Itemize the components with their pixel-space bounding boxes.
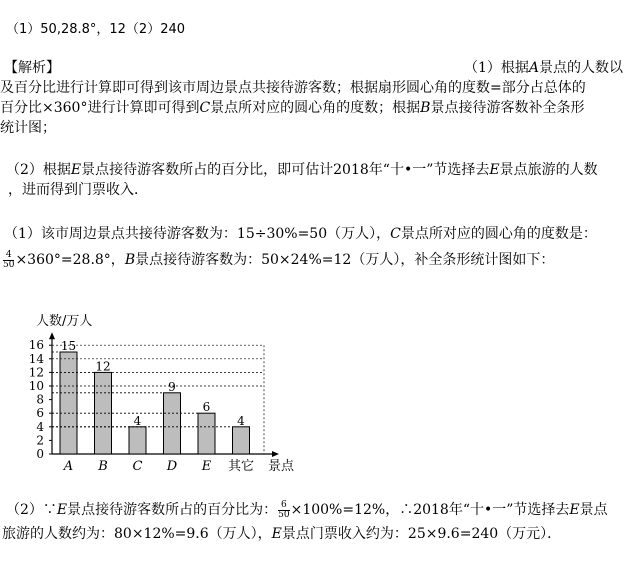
analysis-line-6: ，进而得到门票收入． <box>8 182 148 198</box>
point-b-label: B <box>124 252 136 268</box>
solution-line-3 <box>6 500 608 520</box>
analysis-text: 景点接待游客数所占的百分比，即可估计2018年“十•一”节选择去 <box>81 162 490 178</box>
category-label: D <box>166 459 178 474</box>
analysis-text: 景点接待游客数补全条形 <box>430 100 585 116</box>
analysis-text: （2）根据 <box>6 162 71 178</box>
bar-value-label: 4 <box>237 413 245 428</box>
analysis-line-3 <box>0 98 584 118</box>
answer-line: （1）50,28.8°，12（2）240 <box>6 22 186 37</box>
solution-line-1 <box>4 224 597 244</box>
y-tick-label: 12 <box>28 365 44 380</box>
solution-line-4 <box>2 524 561 544</box>
analysis-heading: 【解析】 <box>4 60 60 76</box>
solution-text: （2）∵ <box>6 502 57 518</box>
analysis-line-4: 统计图； <box>0 120 56 136</box>
y-tick-label: 16 <box>28 338 44 353</box>
point-e-label: E <box>271 526 282 542</box>
analysis-line-1 <box>464 58 623 78</box>
bar-value-label: 15 <box>60 339 77 353</box>
point-a-label: A <box>528 60 540 76</box>
y-tick-label: 8 <box>36 392 44 407</box>
y-tick-label: 10 <box>28 379 44 393</box>
bar-A <box>60 352 77 454</box>
category-label: A <box>63 459 74 474</box>
solution-text: ×360°=28.8°， <box>15 252 125 268</box>
bar-D <box>164 393 181 454</box>
solution-text: ×100%=12%，∴2018年“十•一”节选择去 <box>290 502 570 518</box>
solution-text: 景点所对应的圆心角的度数是： <box>400 226 597 242</box>
analysis-line-2: 及百分比进行计算即可得到该市周边景点共接待游客数；根据扇形圆心角的度数=部分占总体的 <box>0 80 586 96</box>
bar-chart <box>0 295 320 480</box>
analysis-text: 景点所对应的圆心角的度数；根据 <box>210 100 421 116</box>
y-tick-label: 14 <box>28 351 44 366</box>
solution-text: 景点门票收入约为：25×9.6=240（万元）． <box>281 526 562 542</box>
point-e-label: E <box>489 162 500 178</box>
solution-text: （1）该市周边景点共接待游客数为：15÷30%=50（万人）， <box>4 226 391 242</box>
fraction-4-50: $\frac{4}{50}$ <box>3 249 15 270</box>
point-e-label: E <box>70 162 82 178</box>
point-e-label: E <box>569 502 580 518</box>
bar-E <box>198 413 215 454</box>
solution-text: 景点接待游客数所占的百分比为： <box>67 502 278 518</box>
point-e-label: E <box>56 502 68 518</box>
category-label: 其它 <box>227 459 255 474</box>
category-label: C <box>132 459 143 474</box>
analysis-text: （1）根据 <box>464 60 529 76</box>
analysis-text: 景点的人数以 <box>539 60 624 76</box>
bar-value-label: 12 <box>95 359 111 374</box>
category-label: E <box>201 459 212 474</box>
category-label: B <box>98 459 108 474</box>
analysis-text: 景点旅游的人数 <box>499 162 598 178</box>
point-b-label: B <box>420 100 431 116</box>
solution-text: 旅游的人数约为：80×12%=9.6（万人）， <box>2 526 272 542</box>
x-axis-label: 景点 <box>268 459 295 474</box>
solution-text: 景点接待游客数为：50×24%=12（万人），补全条形统计图如下： <box>135 252 555 268</box>
point-c-label: C <box>199 100 211 116</box>
y-axis-arrow <box>49 332 55 339</box>
y-tick-label: 4 <box>36 419 44 434</box>
x-axis-arrow <box>272 451 279 457</box>
bar-其它 <box>233 427 250 454</box>
solution-text: 景点 <box>579 502 608 518</box>
point-c-label: C <box>390 226 401 242</box>
fraction-6-50: $\frac{6}{50}$ <box>278 499 290 520</box>
y-tick-label: 0 <box>36 447 44 461</box>
bar-value-label: 9 <box>168 379 176 394</box>
bar-C <box>129 427 146 454</box>
y-tick-label: 6 <box>36 406 44 421</box>
y-tick-label: 2 <box>36 433 44 448</box>
y-axis-label: 人数/万人 <box>36 314 93 330</box>
bar-value-label: 4 <box>133 413 142 428</box>
analysis-line-5 <box>6 160 598 180</box>
solution-line-2 <box>2 250 554 270</box>
analysis-text: 百分比×360°进行计算即可得到 <box>0 100 200 116</box>
bar-value-label: 6 <box>202 400 211 415</box>
